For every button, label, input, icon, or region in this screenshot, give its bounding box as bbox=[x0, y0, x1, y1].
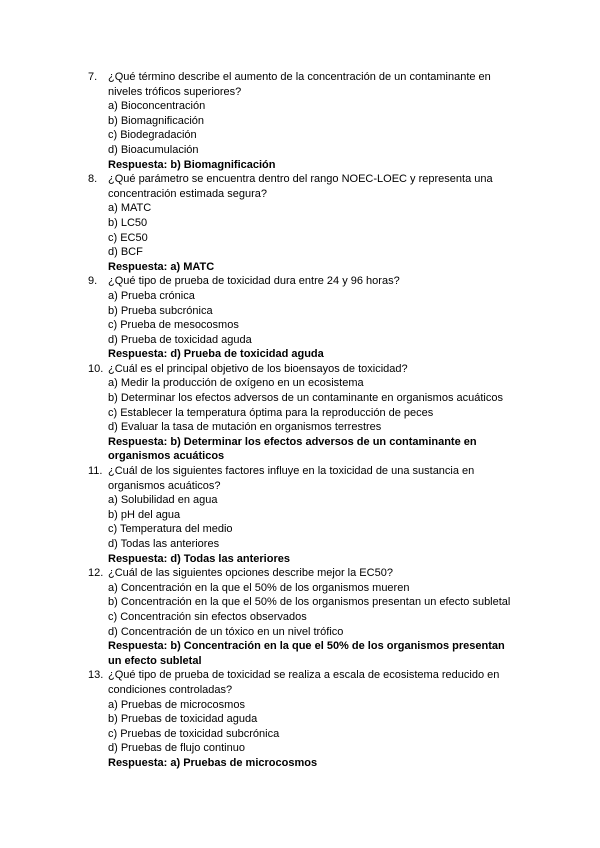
option-list bbox=[108, 201, 518, 259]
option-b: b) Pruebas de toxicidad aguda bbox=[108, 713, 258, 726]
option-b: b) Determinar los efectos adversos de un contaminante en organismos acuáticos bbox=[108, 392, 503, 405]
option-d: d) Pruebas de flujo continuo bbox=[108, 742, 245, 755]
option-d: d) Prueba de toxicidad aguda bbox=[108, 333, 252, 346]
question-number: 13. bbox=[88, 669, 104, 682]
option-b: b) pH del agua bbox=[108, 508, 181, 521]
question-item bbox=[88, 362, 518, 464]
option-d: d) Evaluar la tasa de mutación en organismos terrestres bbox=[108, 421, 382, 434]
option-a: a) Bioconcentración bbox=[108, 100, 206, 113]
answer-text: Respuesta: a) Pruebas de microcosmos bbox=[108, 756, 318, 769]
question-text: ¿Qué tipo de prueba de toxicidad se realiza a escala de ecosistema reducido en condiciones controladas? bbox=[108, 669, 500, 696]
answer-text: Respuesta: d) Prueba de toxicidad aguda bbox=[108, 348, 324, 361]
question-item bbox=[88, 668, 518, 770]
option-b: b) LC50 bbox=[108, 216, 148, 229]
option-list bbox=[108, 698, 518, 756]
option-c: c) Establecer la temperatura óptima para la reproducción de peces bbox=[108, 406, 434, 419]
option-list bbox=[108, 99, 518, 157]
option-b: b) Biomagnificación bbox=[108, 114, 204, 127]
option-a: a) Pruebas de microcosmos bbox=[108, 698, 245, 711]
option-list bbox=[108, 289, 518, 347]
option-a: a) Concentración en la que el 50% de los organismos mueren bbox=[108, 581, 410, 594]
option-d: d) Concentración de un tóxico en un nivel trófico bbox=[108, 625, 344, 638]
question-item bbox=[88, 566, 518, 668]
option-c: c) Pruebas de toxicidad subcrónica bbox=[108, 727, 280, 740]
question-text: ¿Qué parámetro se encuentra dentro del rango NOEC-LOEC y representa una concentración estimada segura? bbox=[108, 173, 493, 200]
question-number: 9. bbox=[88, 275, 98, 288]
option-a: a) Solubilidad en agua bbox=[108, 494, 218, 507]
option-c: c) Concentración sin efectos observados bbox=[108, 610, 307, 623]
option-c: c) Temperatura del medio bbox=[108, 523, 233, 536]
question-text: ¿Qué tipo de prueba de toxicidad dura entre 24 y 96 horas? bbox=[108, 275, 400, 288]
option-c: c) Biodegradación bbox=[108, 129, 197, 142]
question-item bbox=[88, 274, 518, 362]
question-number: 10. bbox=[88, 362, 104, 375]
option-a: a) Prueba crónica bbox=[108, 289, 195, 302]
option-d: d) Todas las anteriores bbox=[108, 538, 220, 550]
question-item bbox=[88, 172, 518, 274]
question-text: ¿Cuál de los siguientes factores influye en la toxicidad de una sustancia en organismos acuáticos? bbox=[108, 465, 475, 492]
question-list bbox=[88, 70, 518, 771]
question-number: 12. bbox=[88, 567, 104, 580]
option-c: c) Prueba de mesocosmos bbox=[108, 319, 239, 332]
question-text: ¿Qué término describe el aumento de la concentración de un contaminante en niveles tróficos superiores? bbox=[108, 71, 491, 98]
answer-text: Respuesta: b) Concentración en la que el 50% de los organismos presentan un efecto subletal bbox=[108, 640, 505, 667]
question-text: ¿Cuál de las siguientes opciones describe mejor la EC50? bbox=[108, 567, 393, 580]
option-d: d) BCF bbox=[108, 246, 143, 259]
option-list bbox=[108, 581, 518, 639]
option-a: a) Medir la producción de oxígeno en un ecosistema bbox=[108, 377, 364, 390]
option-d: d) Bioacumulación bbox=[108, 143, 199, 156]
answer-text: Respuesta: a) MATC bbox=[108, 260, 215, 273]
answer-text: Respuesta: d) Todas las anteriores bbox=[108, 552, 290, 565]
question-item bbox=[88, 464, 518, 566]
question-number: 11. bbox=[88, 465, 103, 478]
option-b: b) Concentración en la que el 50% de los organismos presentan un efecto subletal bbox=[108, 596, 511, 609]
option-list bbox=[108, 493, 518, 551]
answer-text: Respuesta: b) Determinar los efectos adversos de un contaminante en organismos acuáticos bbox=[108, 435, 477, 463]
option-c: c) EC50 bbox=[108, 231, 148, 244]
answer-text: Respuesta: b) Biomagnificación bbox=[108, 158, 276, 171]
question-number: 7. bbox=[88, 71, 98, 83]
option-list bbox=[108, 376, 518, 434]
question-text: ¿Cuál es el principal objetivo de los bioensayos de toxicidad? bbox=[108, 362, 408, 375]
question-number: 8. bbox=[88, 173, 98, 186]
option-b: b) Prueba subcrónica bbox=[108, 304, 213, 317]
question-item bbox=[88, 70, 518, 172]
option-a: a) MATC bbox=[108, 202, 152, 215]
